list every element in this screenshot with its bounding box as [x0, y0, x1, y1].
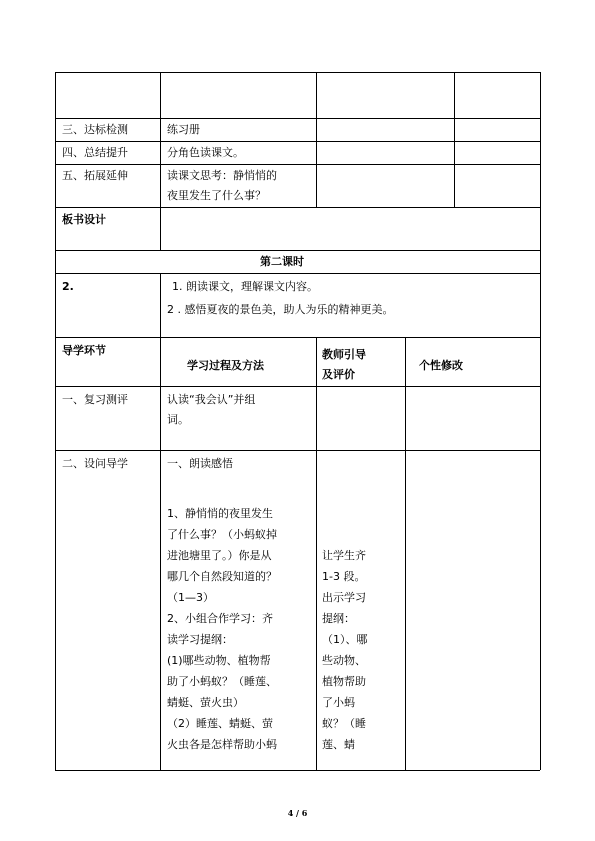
guide-content-line: 2、小组合作学习：齐	[167, 612, 273, 625]
table-line	[55, 770, 540, 771]
guide-content-line: 读学习提纲：	[167, 633, 233, 646]
table-line	[55, 72, 56, 770]
table-line	[55, 386, 540, 387]
guide-content-line: （2）睡莲、蜻蜓、萤	[167, 717, 273, 730]
guide-label: 二、设问导学	[62, 457, 128, 470]
row-label-check: 三、达标检测	[62, 123, 128, 136]
review-label: 一、复习测评	[62, 393, 128, 406]
guide-teacher-line: 1-3 段。	[322, 570, 366, 583]
guide-teacher-line: 提纲：	[322, 612, 355, 625]
table-line	[160, 273, 161, 337]
guide-teacher-line: 蚁？（睡	[322, 717, 366, 730]
table-line	[55, 337, 540, 338]
row-label-summary: 四、总结提升	[62, 146, 128, 159]
guide-teacher-line: 莲、蜻	[322, 738, 355, 751]
table-line	[316, 337, 317, 770]
table-line	[55, 273, 540, 274]
row-label-extend: 五、拓展延伸	[62, 169, 128, 182]
guide-content-line: 了什么事？（小蚂蚁掉	[167, 528, 277, 541]
row-content-summary: 分角色读课文。	[167, 146, 244, 159]
guide-teacher-line: 些动物、	[322, 654, 366, 667]
guide-content-line: 助了小蚂蚁？（睡莲、	[167, 675, 277, 688]
guide-teacher-line: 植物帮助	[322, 675, 366, 688]
guide-content-line: （1—3）	[167, 591, 214, 604]
lesson-title: 第二课时	[260, 255, 304, 268]
header-col-process: 学习过程及方法	[187, 359, 264, 372]
guide-teacher-line: 了小蚂	[322, 696, 355, 709]
table-line	[55, 450, 540, 451]
table-line	[540, 72, 541, 770]
goal-item-1: 1. 朗读课文，理解课文内容。	[172, 280, 318, 293]
header-col-stage: 导学环节	[62, 344, 106, 357]
guide-teacher-line: 让学生齐	[322, 549, 366, 562]
table-line	[160, 72, 161, 250]
guide-content-line: (1)哪些动物、植物帮	[167, 654, 271, 667]
guide-teacher-line: （1）、哪	[322, 633, 368, 646]
guide-content-line: 哪几个自然段知道的？	[167, 570, 277, 583]
row-content-check: 练习册	[167, 123, 200, 136]
goal-item-2: 2 . 感悟夏夜的景色美，助人为乐的精神更美。	[167, 303, 394, 316]
table-line	[55, 207, 540, 208]
guide-content-line: 1、静悄悄的夜里发生	[167, 507, 273, 520]
row-content-extend-line1: 读课文思考：静悄悄的	[167, 169, 277, 182]
table-line	[405, 337, 406, 770]
header-col-teacher-line2: 及评价	[322, 368, 355, 381]
table-line	[55, 72, 540, 73]
header-col-teacher-line1: 教师引导	[322, 348, 366, 361]
guide-content-line: 进池塘里了。）你是从	[167, 549, 272, 562]
guide-teacher-line: 出示学习	[322, 591, 366, 604]
review-content-line1: 认读“我会认”并组	[167, 393, 256, 406]
row-content-extend-line2: 夜里发生了什么事？	[167, 189, 266, 202]
board-design-label: 板书设计	[62, 213, 106, 226]
goal-number: 2.	[62, 280, 74, 293]
guide-content-top: 一、朗读感悟	[167, 457, 233, 470]
table-line	[160, 337, 161, 770]
guide-content-line: 火虫各是怎样帮助小蚂	[167, 738, 277, 751]
guide-content-line: 蜻蜓、萤火虫）	[167, 696, 244, 709]
table-line	[454, 72, 455, 207]
review-content-line2: 词。	[167, 413, 189, 426]
table-line	[316, 72, 317, 207]
page-number: 4 / 6	[287, 808, 308, 818]
header-col-notes: 个性修改	[419, 359, 463, 372]
